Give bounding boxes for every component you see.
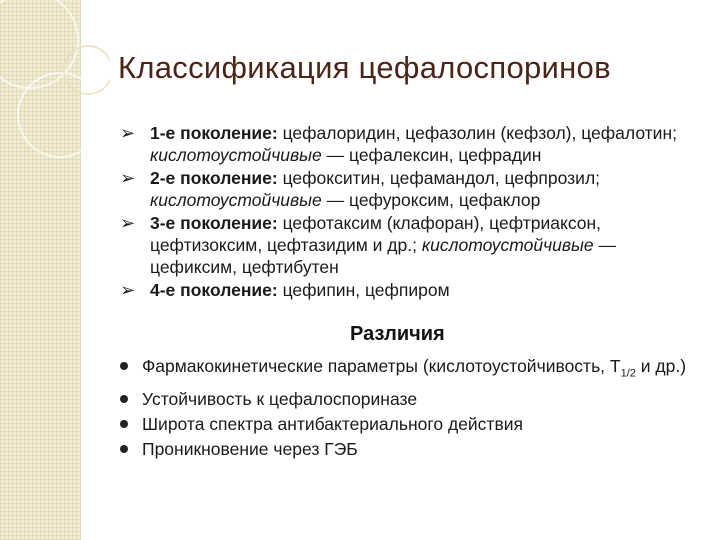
generation-label: 2-е поколение:: [150, 168, 278, 188]
generation-text: цефипин, цефпиром: [277, 280, 450, 300]
generation-text-tail: — цефуроксим, цефаклор: [321, 190, 541, 210]
difference-text: Проникновение через ГЭБ: [142, 438, 358, 459]
difference-text: Широта спектра антибактериального действия: [142, 413, 524, 434]
difference-text: Устойчивость к цефалоспориназе: [142, 388, 418, 409]
arrow-bullet-icon: ➢: [120, 280, 136, 300]
generation-item-4: [120, 279, 700, 301]
arrow-bullet-icon: ➢: [120, 168, 136, 188]
generation-label: 3-е поколение:: [150, 213, 278, 233]
differences-list: [120, 355, 700, 463]
generation-label: 4-е поколение:: [150, 280, 278, 300]
generation-item-2: [120, 167, 700, 211]
generation-text: цефалоридин, цефазолин (кефзол), цефалотин;: [277, 123, 677, 143]
generation-text: цефокситин, цефамандол, цефпрозил;: [277, 168, 601, 188]
difference-text: Фармакокинетические параметры (кислотоустойчивость, Т: [142, 356, 621, 376]
generation-italic: кислотоустойчивые: [150, 190, 322, 210]
generation-text-tail: — цефиксим, цефтибутен: [150, 235, 616, 277]
page-title: Классификация цефалоспоринов: [118, 50, 611, 85]
generations-list: [120, 122, 700, 302]
bullet-dot-icon: [120, 445, 128, 453]
difference-item-4: [120, 438, 700, 460]
bullet-dot-icon: [120, 395, 128, 403]
generation-item-1: [120, 122, 700, 166]
difference-item-3: [120, 413, 700, 435]
arrow-bullet-icon: ➢: [120, 213, 136, 233]
half-life-subscript: 1/2: [620, 367, 636, 380]
bullet-dot-icon: [120, 420, 128, 428]
difference-item-2: [120, 388, 700, 410]
difference-item-1: [120, 355, 700, 385]
generation-italic: кислотоустойчивые: [421, 235, 594, 255]
generation-label: 1-е поколение:: [150, 123, 278, 143]
generation-text-tail: — цефалексин, цефрадин: [321, 145, 542, 165]
generation-text: цефотаксим (клафоран), цефтриаксон, цефтизоксим, цефтазидим и др.;: [150, 213, 602, 255]
generation-italic: кислотоустойчивые: [150, 145, 322, 165]
decorative-swirl: [0, 0, 110, 200]
generation-item-3: [120, 212, 700, 278]
arrow-bullet-icon: ➢: [120, 123, 136, 143]
difference-text-tail: и др.): [635, 356, 687, 376]
differences-heading: Различия: [350, 323, 445, 345]
bullet-dot-icon: [120, 362, 128, 370]
